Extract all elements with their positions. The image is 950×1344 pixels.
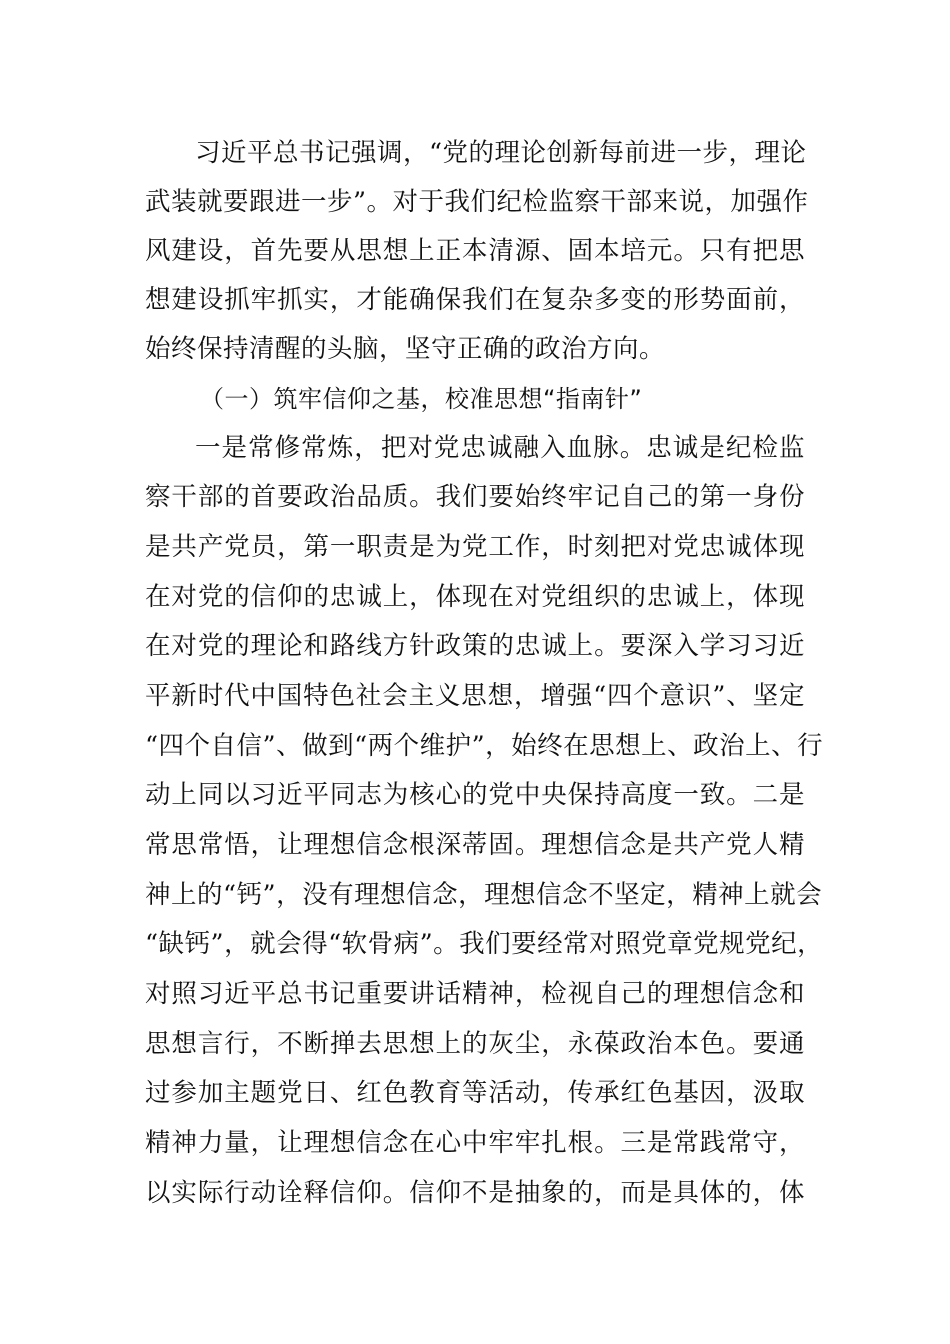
paragraph-2-line-5: 在对党的理论和路线方针政策的忠诚上。要深入学习习近 [145,631,805,661]
paragraph-1-line-3: 风建设，首先要从思想上正本清源、固本培元。只有把思 [145,236,805,266]
paragraph-2-line-12: 对照习近平总书记重要讲话精神，检视自己的理想信念和 [145,979,805,1009]
paragraph-2-line-6: 平新时代中国特色社会主义思想，增强“四个意识”、坚定 [145,681,805,711]
paragraph-1-line-2: 武装就要跟进一步”。对于我们纪检监察干部来说，加强作 [145,187,809,217]
paragraph-2-line-7: “四个自信”、做到“两个维护”，始终在思想上、政治上、行 [145,731,824,761]
paragraph-1-line-1: 习近平总书记强调，“党的理论创新每前进一步，理论 [195,138,807,168]
paragraph-2-line-4: 在对党的信仰的忠诚上，体现在对党组织的忠诚上，体现 [145,582,805,612]
paragraph-2-line-15: 精神力量，让理想信念在心中牢牢扎根。三是常践常守， [145,1128,805,1158]
paragraph-1-line-4: 想建设抓牢抓实，才能确保我们在复杂多变的形势面前， [145,285,805,315]
paragraph-2-line-3: 是共产党员，第一职责是为党工作，时刻把对党忠诚体现 [145,532,805,562]
paragraph-2-line-1: 一是常修常炼，把对党忠诚融入血脉。忠诚是纪检监 [195,433,805,463]
paragraph-2-line-8: 动上同以习近平同志为核心的党中央保持高度一致。二是 [145,780,805,810]
paragraph-2-line-13: 思想言行，不断掸去思想上的灰尘，永葆政治本色。要通 [145,1029,805,1059]
paragraph-2-line-2: 察干部的首要政治品质。我们要始终牢记自己的第一身份 [145,482,805,512]
paragraph-1-line-5: 始终保持清醒的头脑，坚守正确的政治方向。 [145,334,666,364]
paragraph-2-line-14: 过参加主题党日、红色教育等活动，传承红色基因，汲取 [145,1078,805,1108]
paragraph-2-line-11: “缺钙”，就会得“软骨病”。我们要经常对照党章党规党纪， [145,929,824,959]
paragraph-2-line-16: 以实际行动诠释信仰。信仰不是抽象的，而是具体的，体 [145,1178,805,1208]
paragraph-2-line-9: 常思常悟，让理想信念根深蒂固。理想信念是共产党人精 [145,830,805,860]
paragraph-2-line-10: 神上的“钙”，没有理想信念，理想信念不坚定，精神上就会 [145,880,823,910]
section-heading: （一）筑牢信仰之基，校准思想“指南针” [200,385,643,413]
